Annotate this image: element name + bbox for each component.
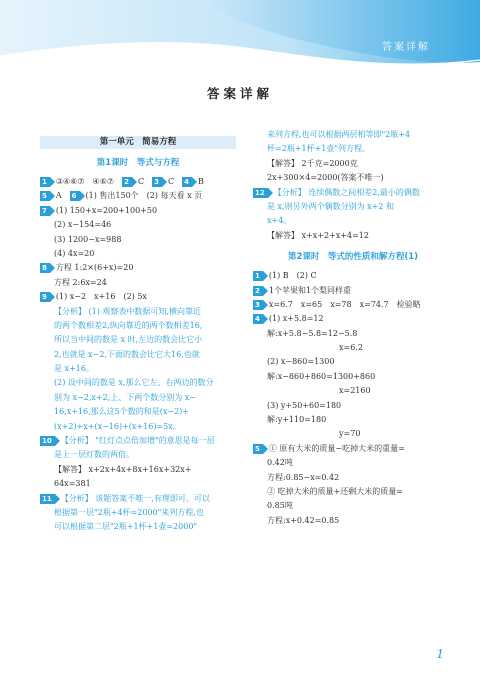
question-number-badge: 5 bbox=[253, 444, 263, 454]
answer-text: 【解答】 x+x+2+x+4=12 bbox=[267, 230, 369, 240]
question-number-badge: 10 bbox=[40, 436, 55, 446]
answer-text: y=70 bbox=[339, 429, 361, 439]
answer-line bbox=[40, 333, 236, 347]
left-column bbox=[40, 136, 236, 535]
answer-line bbox=[40, 362, 236, 376]
answer-text: ③④⑥⑦ ④⑥⑦ bbox=[55, 177, 115, 186]
answer-line bbox=[40, 506, 236, 520]
answer-line bbox=[253, 171, 453, 185]
answer-text: 方程:0.85−x=0.42 bbox=[267, 472, 340, 482]
answer-line bbox=[40, 218, 236, 232]
answer-line bbox=[253, 399, 453, 413]
answer-line bbox=[253, 427, 453, 441]
answer-line bbox=[253, 485, 453, 499]
answer-line bbox=[253, 384, 453, 398]
page-title: 答案详解 bbox=[206, 86, 273, 101]
answer-line bbox=[40, 348, 236, 362]
answer-text: 的两个数相差2,纵向靠近的两个数相差16, bbox=[54, 320, 203, 330]
question-number-badge: 4 bbox=[182, 177, 192, 187]
answer-line bbox=[253, 186, 453, 200]
question-number-badge: 12 bbox=[253, 188, 268, 198]
answer-line bbox=[253, 442, 453, 456]
answer-line bbox=[253, 269, 453, 283]
question-number-badge: 11 bbox=[40, 494, 55, 504]
answer-text: x+4。 bbox=[267, 216, 292, 226]
answer-text: 来列方程,也可以根据两层相等即"2瓶+4 bbox=[267, 130, 411, 139]
answer-line bbox=[253, 200, 453, 214]
answer-line bbox=[253, 284, 453, 298]
answer-text: 是上一层灯数的两倍。 bbox=[54, 450, 134, 460]
answer-line bbox=[253, 456, 453, 470]
answer-line bbox=[253, 370, 453, 384]
answer-line bbox=[40, 492, 236, 506]
question-number-badge: 7 bbox=[40, 206, 50, 216]
answer-text: 别为 x−2,x+2,上、下两个数分别为 x− bbox=[54, 392, 196, 402]
answer-line bbox=[40, 233, 236, 247]
answer-line bbox=[253, 514, 453, 528]
answer-line bbox=[40, 448, 236, 462]
answer-line bbox=[40, 376, 236, 390]
answer-text: 根据第一层"2瓶+4杯=2000"来列方程,也 bbox=[54, 507, 204, 517]
answer-text: (3) 1200−x=988 bbox=[54, 234, 122, 244]
answer-line bbox=[40, 290, 236, 304]
question-number-badge: 6 bbox=[70, 191, 80, 201]
question-number-badge: 4 bbox=[253, 314, 263, 324]
answer-text: (1) 售出150个 (2) 每天看 x 页 bbox=[85, 191, 203, 201]
question-number-badge: 8 bbox=[40, 263, 50, 273]
answer-text: 【分析】 该题答案不唯一,有理即可。可以 bbox=[60, 493, 210, 503]
answer-line bbox=[253, 471, 453, 485]
answer-line bbox=[40, 247, 236, 261]
answer-text: x=6.7 x=65 x=78 x=74.7 检验略 bbox=[268, 299, 421, 309]
answer-line bbox=[253, 499, 453, 513]
answer-text: 2x+300×4=2000(答案不唯一) bbox=[267, 173, 384, 183]
answer-line bbox=[40, 434, 236, 448]
lesson-title-2: 第2课时 等式的性质和解方程(1) bbox=[287, 252, 419, 263]
answer-text: 方程:x+0.42=0.85 bbox=[267, 515, 340, 525]
answer-text: 解:x+5.8−5.8=12−5.8 bbox=[267, 328, 358, 338]
answer-line bbox=[40, 175, 236, 189]
answer-text: 方程 1:2×(6+x)=20 bbox=[55, 263, 134, 273]
answer-text: 方程 2:6x=24 bbox=[54, 277, 107, 287]
answer-line bbox=[40, 305, 236, 319]
answer-text: 【分析】 连续偶数之间相差2,最小的偶数 bbox=[273, 187, 420, 197]
answer-line bbox=[40, 463, 236, 477]
answer-text: C bbox=[167, 177, 175, 186]
question-number-badge: 5 bbox=[40, 191, 50, 201]
answer-text: ① 原有大米的质量−吃掉大米的重量= bbox=[268, 443, 405, 453]
answer-text: B bbox=[197, 177, 204, 186]
question-number-badge: 3 bbox=[152, 177, 162, 187]
answer-text: (2) 设中间的数是 x,那么它左、右两边的数分 bbox=[54, 378, 214, 388]
answer-text: 是 x,则另外两个偶数分别为 x+2 和 bbox=[267, 201, 394, 211]
answer-text: C bbox=[137, 177, 145, 186]
answer-text: 解:y+110=180 bbox=[267, 415, 327, 425]
answer-line bbox=[253, 229, 453, 243]
answer-text: (1) x+5.8=12 bbox=[268, 314, 324, 324]
answer-line bbox=[253, 341, 453, 355]
answer-text: 杯=2瓶+1杯+1壶"列方程。 bbox=[267, 144, 371, 154]
answer-text: 0.85吨 bbox=[267, 501, 293, 511]
answer-text: x=2160 bbox=[339, 386, 371, 396]
answer-line bbox=[253, 157, 453, 171]
answer-text: ② 吃掉大米的质量+还剩大米的质量= bbox=[267, 486, 403, 496]
answer-text: (1) B (2) C bbox=[268, 271, 317, 281]
answer-text: 【分析】 "红灯点点倍加增"的意思是每一层 bbox=[60, 436, 215, 446]
answer-text: 64x=381 bbox=[54, 479, 91, 489]
answer-line bbox=[40, 319, 236, 333]
lesson-title: 第1课时 等式与方程 bbox=[96, 158, 180, 168]
question-number-badge: 9 bbox=[40, 292, 50, 302]
answer-text: (4) 4x=20 bbox=[54, 248, 95, 258]
question-number-badge: 1 bbox=[40, 177, 50, 187]
question-number-badge: 2 bbox=[253, 286, 263, 296]
answer-line bbox=[253, 413, 453, 427]
answer-text: 是 x+16。 bbox=[54, 364, 94, 374]
answer-line bbox=[253, 128, 453, 142]
right-answer-list-a bbox=[253, 128, 453, 243]
answer-text: (3) y+50+60=180 bbox=[267, 400, 342, 410]
answer-text: 【解答】 2千克=2000克 bbox=[267, 158, 358, 168]
answer-text: 【解答】 x+2x+4x+8x+16x+32x+ bbox=[54, 464, 192, 474]
answer-text: (2) x−860=1300 bbox=[267, 357, 335, 367]
answer-line bbox=[40, 204, 236, 218]
answer-line bbox=[253, 355, 453, 369]
answer-text: 可以根据第二层"2瓶+1杯+1壶=2000" bbox=[54, 522, 198, 532]
answer-text: (x+2)+x+(x−16)+(x+16)=5x。 bbox=[54, 421, 181, 431]
answer-line bbox=[40, 189, 236, 203]
answer-text: (1) 150+x=200+100+50 bbox=[55, 205, 158, 215]
answer-text: 16,x+16,那么这5个数的和是(x−2)+ bbox=[54, 407, 189, 417]
answer-text: 0.42吨 bbox=[267, 458, 293, 468]
right-answer-list-b bbox=[253, 269, 453, 528]
answer-text: 1个苹果和1个梨同样重 bbox=[268, 285, 352, 295]
answer-line bbox=[40, 405, 236, 419]
answer-line bbox=[40, 520, 236, 534]
answer-line bbox=[253, 327, 453, 341]
answer-line bbox=[40, 261, 236, 275]
unit-title: 第一单元 简易方程 bbox=[40, 136, 236, 149]
answer-text: 2,也就是 x−2,下面的数会比它大16,也就 bbox=[54, 349, 200, 359]
answer-text: x=6.2 bbox=[339, 343, 363, 353]
answer-text: (1) x−2 x+16 (2) 5x bbox=[55, 292, 147, 302]
answer-line bbox=[253, 298, 453, 312]
answer-text: A bbox=[55, 191, 62, 201]
answer-line bbox=[253, 214, 453, 228]
answer-line bbox=[40, 420, 236, 434]
answer-line bbox=[253, 312, 453, 326]
question-number-badge: 1 bbox=[253, 271, 263, 281]
answer-line bbox=[40, 391, 236, 405]
answer-line bbox=[253, 142, 453, 156]
answer-text: (2) x−154=46 bbox=[54, 220, 112, 230]
answer-text: 【分析】 (1) 观察表中数据可知,横向靠近 bbox=[54, 306, 201, 316]
left-answer-list bbox=[40, 175, 236, 535]
right-column bbox=[253, 128, 453, 528]
question-number-badge: 2 bbox=[122, 177, 132, 187]
answer-line bbox=[40, 477, 236, 491]
header-banner bbox=[0, 0, 480, 92]
question-number-badge: 3 bbox=[253, 300, 263, 310]
header-label: 答案详解 bbox=[382, 42, 430, 53]
answer-text: 所以当中间的数是 x 时,左边的数会比它小 bbox=[54, 335, 203, 345]
answer-text: 解:x−860+860=1300+860 bbox=[267, 371, 376, 381]
answer-line bbox=[40, 276, 236, 290]
page-number: 1 bbox=[436, 647, 444, 661]
